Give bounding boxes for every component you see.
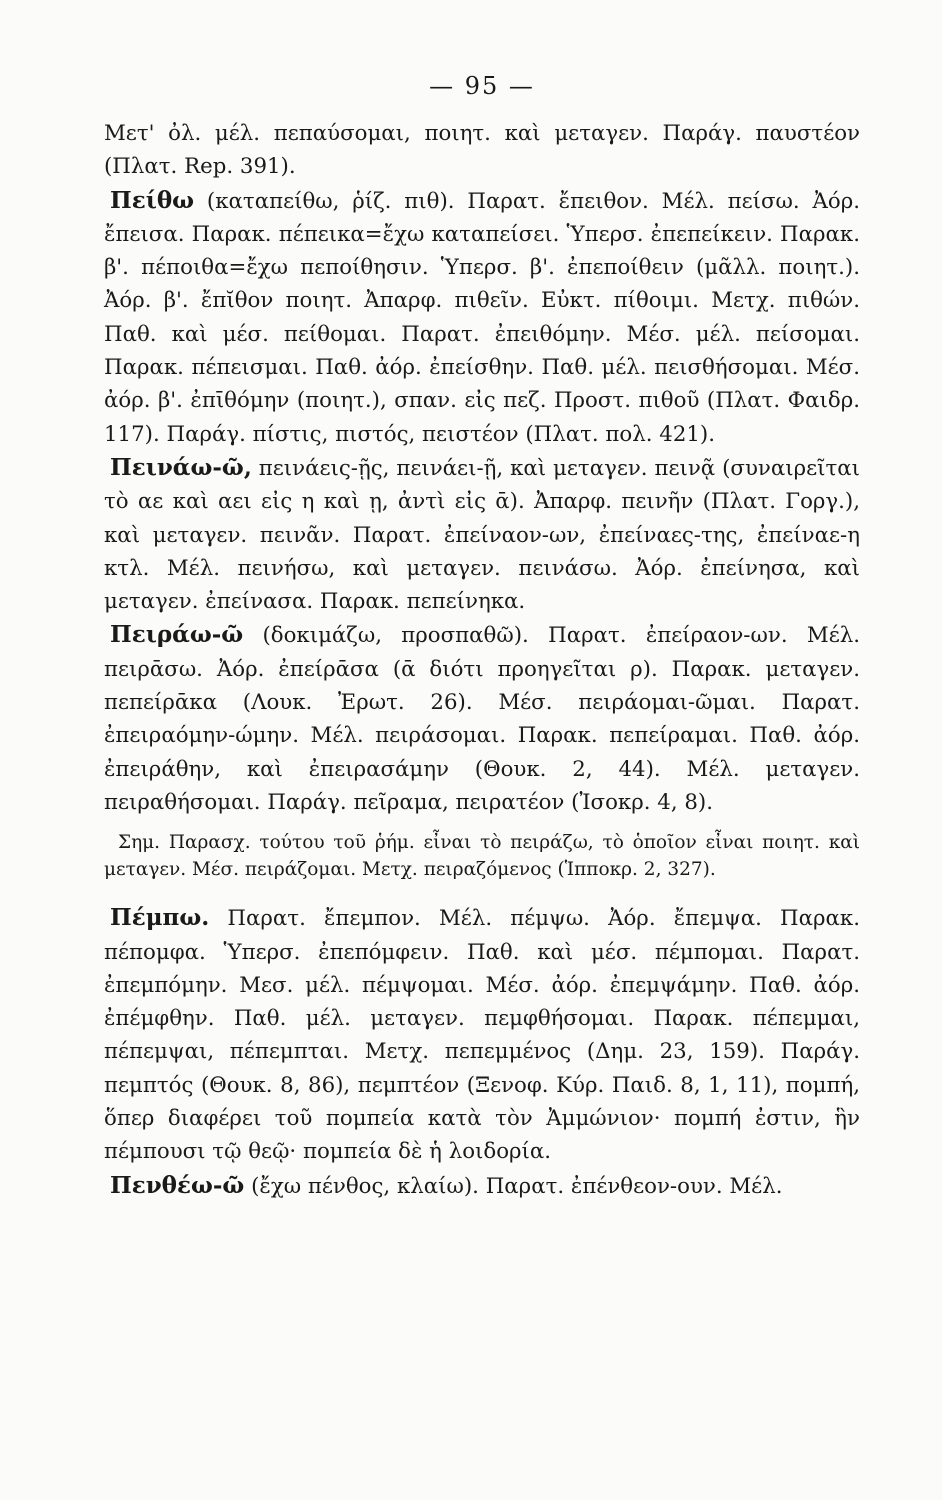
entry-pentheo [104, 1169, 860, 1203]
entry-peitho [104, 184, 860, 451]
entry-text: (δοκιμάζω, προσπαθῶ). Παρατ. ἐπείραον-ων. Μέλ. πειρᾱσω. Ἀόρ. ἐπείρᾱσα (ᾱ διότι προηγεῖται ρ). Παρακ. μεταγεν. πεπείρᾱκα (Λουκ. Ἐρωτ. 26). Μέσ. πειράομαι-ῶμαι. Παρατ. ἐπειραόμην-ώμην. Μέλ. πειράσομαι. Παρακ. πεπείραμαι. Παθ. ἀόρ. ἐπειράθην, καὶ ἐπειρασάμην (Θουκ. 2, 44). Μέλ. μεταγεν. πειραθήσομαι. Παράγ. πεῖραμα, πειρατέον (Ἰσοκρ. 4, 8). [104, 623, 860, 815]
entry-continuation [104, 116, 860, 184]
lemma: Πενθέω-ῶ [110, 1171, 245, 1199]
entry-pempo [104, 901, 860, 1168]
page-number: — 95 — [429, 72, 535, 100]
lemma: Πέμπω. [110, 904, 210, 932]
lemma: Πειράω-ῶ [110, 621, 244, 649]
entry-text: (καταπείθω, ῥίζ. πιθ). Παρατ. ἔπειθον. Μέλ. πείσω. Ἀόρ. ἔπεισα. Παρακ. πέπεικα=ἔχω καταπείσει. Ὑπερσ. ἐπεπείκειν. Παρακ. β'. πέποιθα=ἔχω πεποίθησιν. Ὑπερσ. β'. ἐπεποίθειν (μᾶλλ. ποιητ.). Ἀόρ. β'. ἔπῐθον ποιητ. Ἀπαρφ. πιθεῖν. Εὐκτ. πίθοιμι. Μετχ. πιθών. Παθ. καὶ μέσ. πείθομαι. Παρατ. ἐπειθόμην. Μέσ. μέλ. πείσομαι. Παρακ. πέπεισμαι. Παθ. ἀόρ. ἐπείσθην. Παθ. μέλ. πεισθήσομαι. Μέσ. ἀόρ. β'. ἐπῑθόμην (ποιητ.), σπαν. εἰς πεζ. Προστ. πιθοῦ (Πλατ. Φαιδρ. 117). Παράγ. πίστις, πιστός, πειστέον (Πλατ. πολ. 421). [104, 188, 860, 447]
note-paragraph: Σημ. Παρασχ. τούτου τοῦ ῥήμ. εἶναι τὸ πειράζω, τὸ ὁποῖον εἶναι ποιητ. καὶ μεταγεν. Μέσ. πειράζομαι. Μετχ. πειραζόμενος (Ἱπποκρ. 2, 327). [104, 832, 860, 881]
lemma: Πείθω [110, 186, 195, 214]
entry-text: (ἔχω πένθος, κλαίω). Παρατ. ἐπένθεον-ουν. Μέλ. [244, 1173, 783, 1199]
entry-peinao [104, 451, 860, 618]
entry-text: Παρατ. ἔπεμπον. Μέλ. πέμψω. Ἀόρ. ἔπεμψα. Παρακ. πέπομφα. Ὑπερσ. ἐπεπόμφειν. Παθ. καὶ μέσ. πέμπομαι. Παρατ. ἐπεμπόμην. Μεσ. μέλ. πέμψομαι. Μέσ. ἀόρ. ἐπεμψάμην. Παθ. ἀόρ. ἐπέμφθην. Παθ. μέλ. μεταγεν. πεμφθήσομαι. Παρακ. πέπεμμαι, πέπεμψαι, πέπεμπται. Μετχ. πεπεμμένος (Δημ. 23, 159). Παράγ. πεμπτός (Θουκ. 8, 86), πεμπτέον (Ξενοφ. Κύρ. Παιδ. 8, 1, 11), πομπή, ὅπερ διαφέρει τοῦ πομπεία κατὰ τὸν Ἀμμώνιον· πομπή ἐστιν, ἣν πέμπουσι τῷ θεῷ· πομπεία δὲ ἡ λοιδορία. [104, 906, 860, 1165]
entry-peirao [104, 618, 860, 819]
lemma: Πεινάω-ῶ, [110, 453, 252, 481]
entry-text: Μετ' ὀλ. μέλ. πεπαύσομαι, ποιητ. καὶ μεταγεν. Παράγ. παυστέον (Πλατ. Rep. 391). [104, 121, 860, 180]
dictionary-entries [104, 116, 860, 1203]
entry-text: πεινάεις-ῇς, πεινάει-ῇ, καὶ μεταγεν. πεινᾷ (συναιρεῖται τὸ αε καὶ αει εἰς η καὶ ῃ, ἀντὶ εἰς ᾱ). Ἀπαρφ. πεινῆν (Πλατ. Γοργ.), καὶ μεταγεν. πεινᾶν. Παρατ. ἐπείναον-ων, ἐπείναες-της, ἐπείναε-η κτλ. Μέλ. πεινήσω, καὶ μεταγεν. πεινάσω. Ἀόρ. ἐπείνησα, καὶ μεταγεν. ἐπείνασα. Παρακ. πεπείνηκα. [104, 455, 860, 615]
